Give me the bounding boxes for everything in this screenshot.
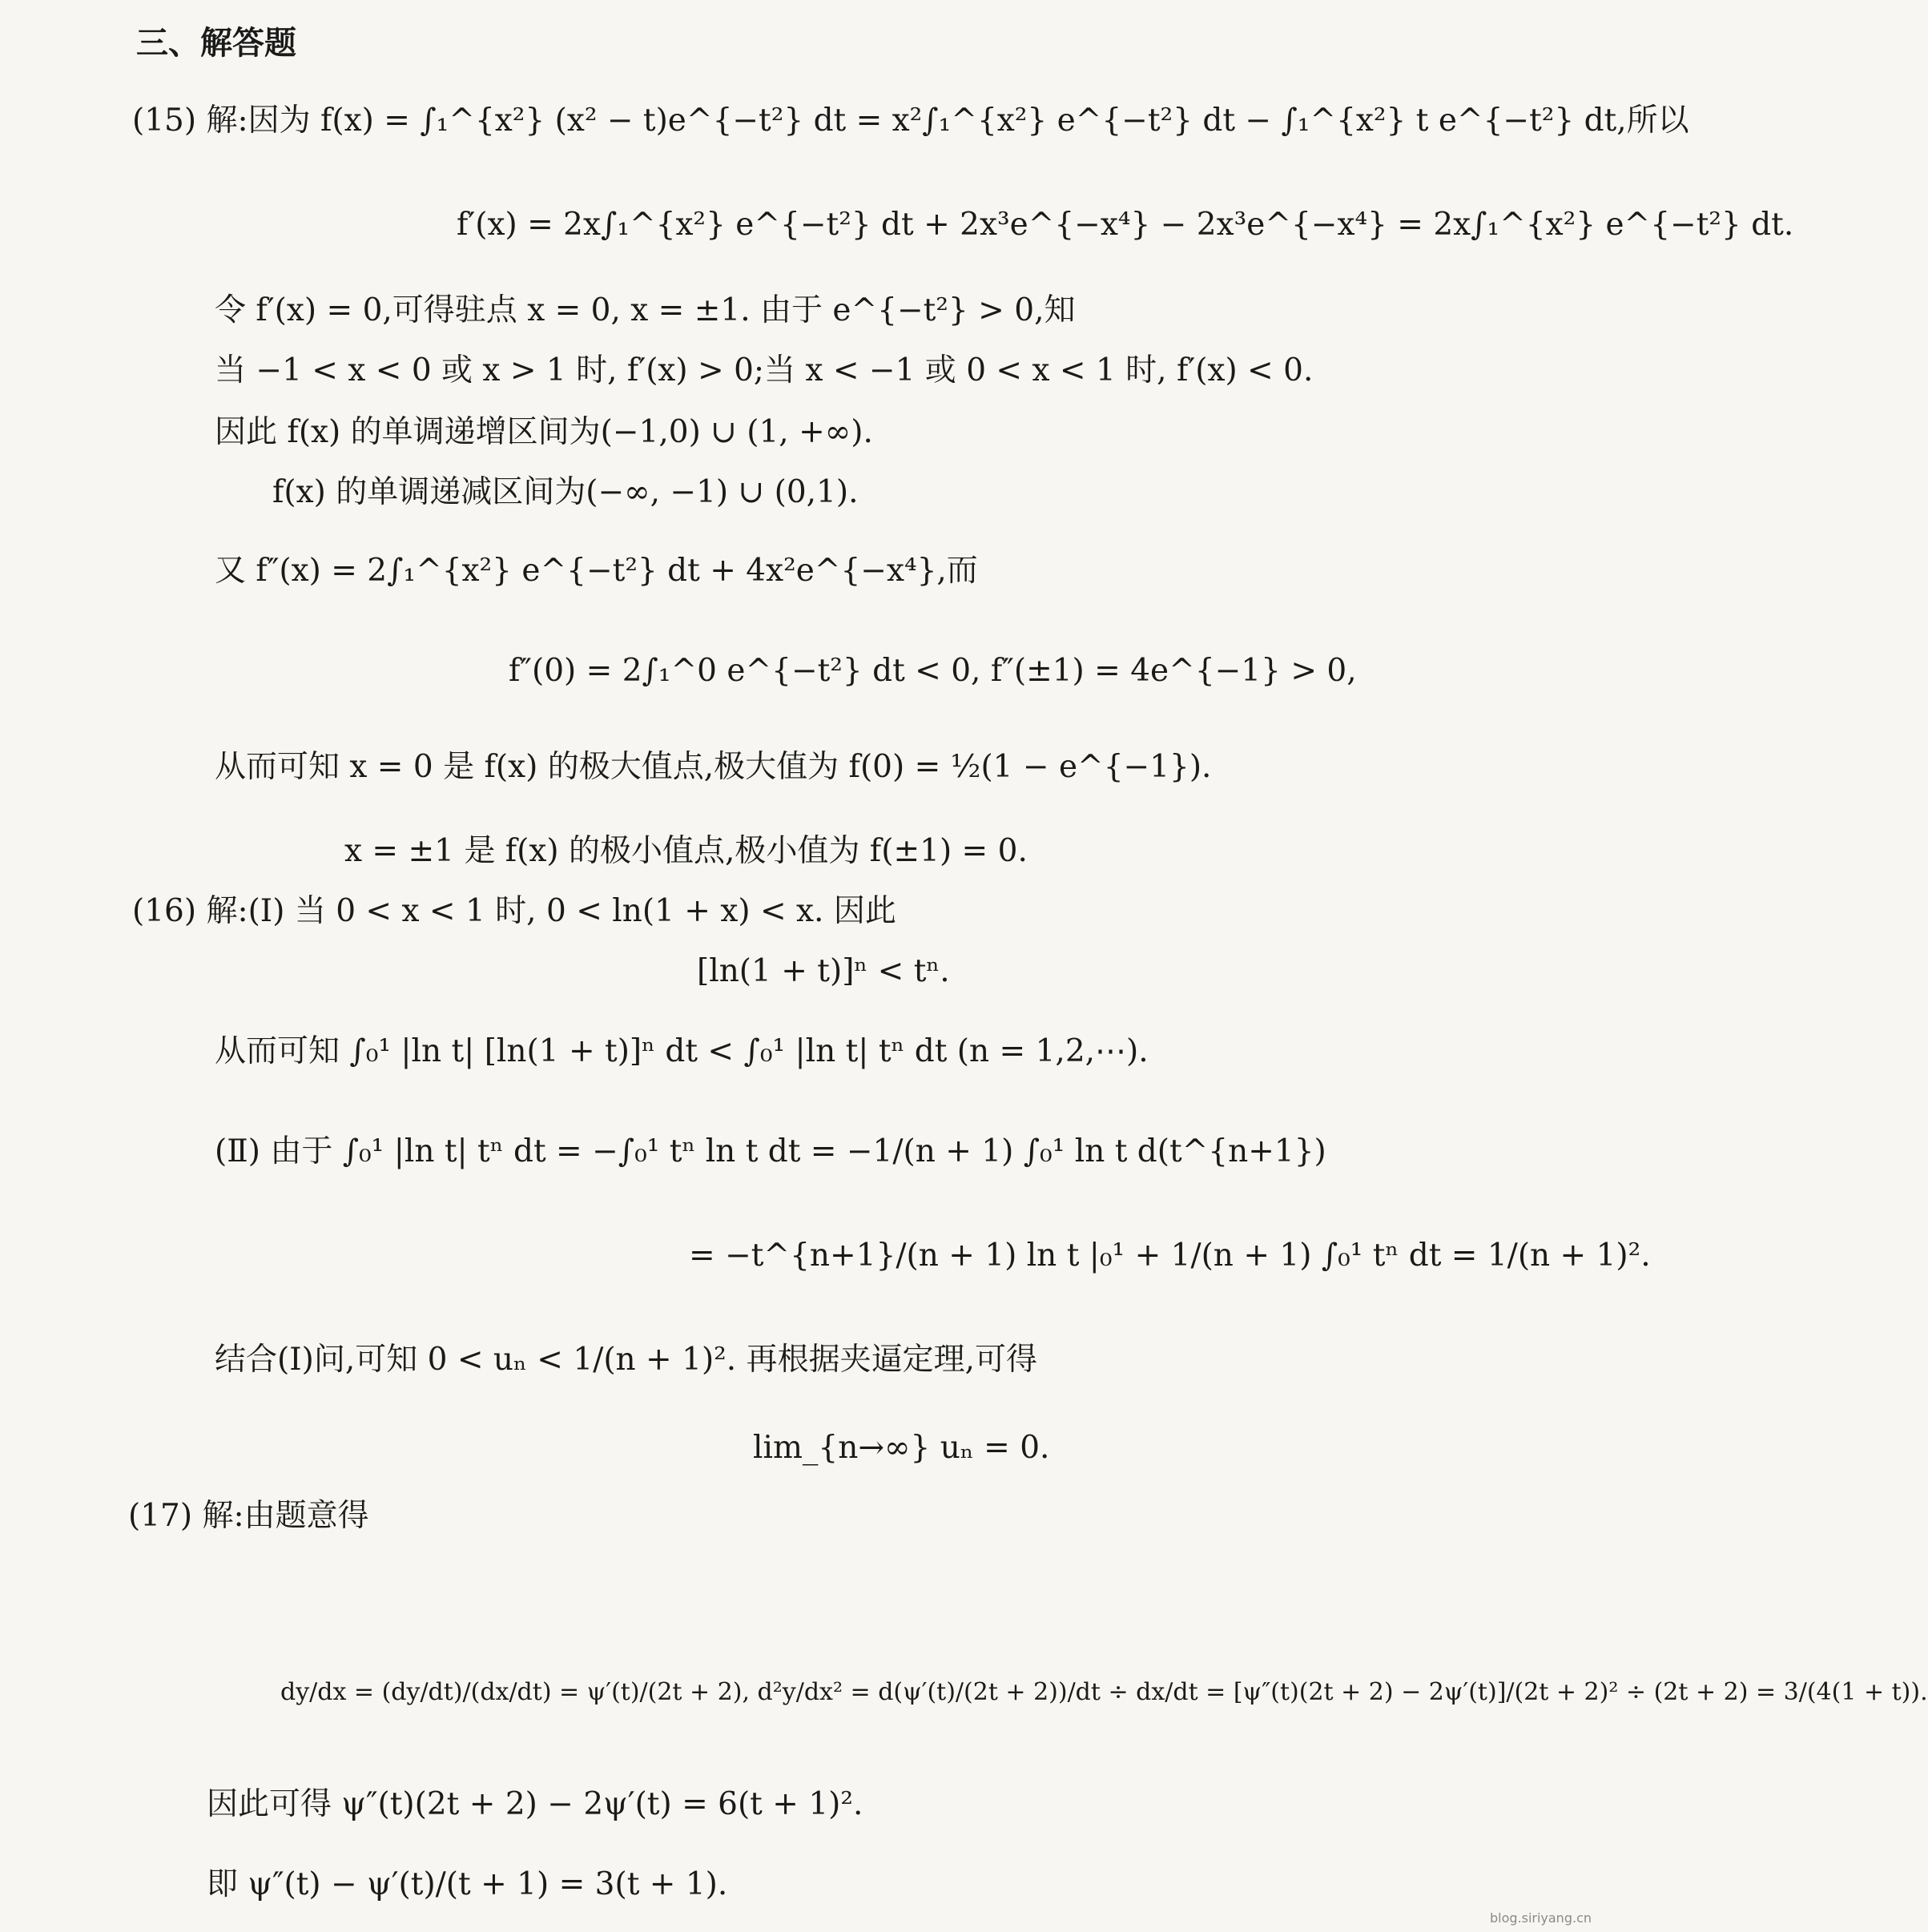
- line-16-limit: lim_{n→∞} uₙ = 0.: [753, 1430, 1050, 1466]
- line-15-sign: 当 −1 < x < 0 或 x > 1 时, f′(x) > 0;当 x < −1 或 0 < x < 1 时, f′(x) < 0.: [215, 352, 1314, 388]
- line-17-result: 即 ψ″(t) − ψ′(t)/(t + 1) = 3(t + 1).: [207, 1866, 728, 1902]
- section-title: 三、解答题: [136, 25, 296, 62]
- line-16-intro: (16) 解:(Ⅰ) 当 0 < x < 1 时, 0 < ln(1 + x) < x. 因此: [132, 893, 896, 929]
- line-16-part2: (Ⅱ) 由于 ∫₀¹ |ln t| tⁿ dt = −∫₀¹ tⁿ ln t dt = −1/(n + 1) ∫₀¹ ln t d(t^{n+1}): [215, 1133, 1326, 1169]
- line-16-squeeze: 结合(Ⅰ)问,可知 0 < uₙ < 1/(n + 1)². 再根据夹逼定理,可得: [215, 1342, 1037, 1378]
- line-17-intro: (17) 解:由题意得: [128, 1498, 369, 1534]
- line-15-increasing: 因此 f(x) 的单调递增区间为(−1,0) ∪ (1, +∞).: [215, 414, 873, 450]
- line-15-maximum: 从而可知 x = 0 是 f(x) 的极大值点,极大值为 f(0) = ½(1 − e^{−1}).: [215, 749, 1212, 785]
- line-16-inequality: [ln(1 + t)]ⁿ < tⁿ.: [697, 953, 950, 989]
- line-15-intro: (15) 解:因为 f(x) = ∫₁^{x²} (x² − t)e^{−t²} dt = x²∫₁^{x²} e^{−t²} dt − ∫₁^{x²} t e^{−t²} dt,所以: [132, 103, 1689, 139]
- line-15-stationary: 令 f′(x) = 0,可得驻点 x = 0, x = ±1. 由于 e^{−t²} > 0,知: [215, 292, 1076, 328]
- line-15-second-derivative: 又 f″(x) = 2∫₁^{x²} e^{−t²} dt + 4x²e^{−x⁴},而: [215, 553, 978, 589]
- line-15-derivative: f′(x) = 2x∫₁^{x²} e^{−t²} dt + 2x³e^{−x⁴} − 2x³e^{−x⁴} = 2x∫₁^{x²} e^{−t²} dt.: [457, 207, 1794, 243]
- line-15-decreasing: f(x) 的单调递减区间为(−∞, −1) ∪ (0,1).: [272, 474, 859, 510]
- watermark: blog.siriyang.cn: [1489, 1910, 1592, 1926]
- line-17-derivatives: dy/dx = (dy/dt)/(dx/dt) = ψ′(t)/(2t + 2), d²y/dx² = d(ψ′(t)/(2t + 2))/dt ÷ dx/dt = [ψ″(t)(2t + 2) − 2ψ′(t)]/(2t + 2)² ÷ (2t + 2) = 3/(4(1 + t)).: [280, 1678, 1928, 1706]
- line-16-evaluation: = −t^{n+1}/(n + 1) ln t |₀¹ + 1/(n + 1) ∫₀¹ tⁿ dt = 1/(n + 1)².: [689, 1238, 1651, 1274]
- line-16-integral-compare: 从而可知 ∫₀¹ |ln t| [ln(1 + t)]ⁿ dt < ∫₀¹ |ln t| tⁿ dt (n = 1,2,⋯).: [215, 1033, 1149, 1069]
- line-17-equation: 因此可得 ψ″(t)(2t + 2) − 2ψ′(t) = 6(t + 1)².: [207, 1786, 863, 1822]
- line-15-minimum: x = ±1 是 f(x) 的极小值点,极小值为 f(±1) = 0.: [344, 833, 1028, 869]
- line-15-values: f″(0) = 2∫₁^0 e^{−t²} dt < 0, f″(±1) = 4e^{−1} > 0,: [509, 653, 1357, 689]
